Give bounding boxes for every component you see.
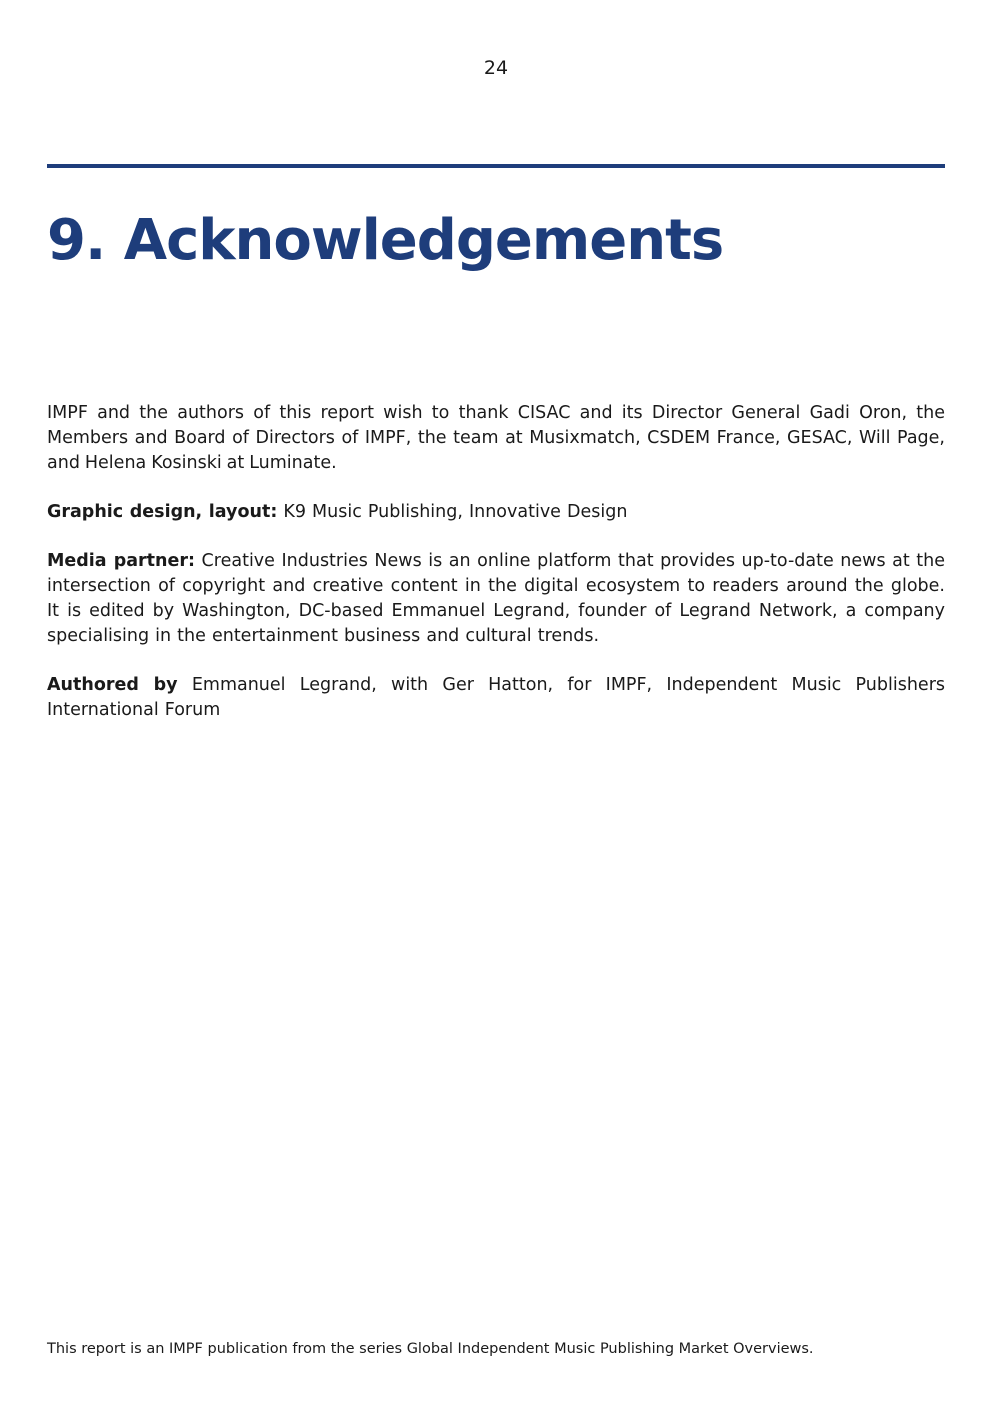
design-credit-paragraph — [47, 500, 945, 525]
media-partner-label: Media partner: — [47, 551, 195, 571]
media-partner-text: Creative Industries News is an online platform that provides up-to-date news at the intersection of copyright and creative content in the digital ecosystem to readers around the globe. It is edited by Washington, DC-based Emmanuel Legrand, founder of Legrand Network, a company specialising in the entertainment business and cultural trends. — [47, 551, 945, 646]
section-title: 9. Acknowledgements — [47, 208, 724, 273]
acknowledgements-body — [47, 401, 945, 747]
media-partner-paragraph — [47, 549, 945, 649]
author-paragraph — [47, 673, 945, 723]
author-text: Emmanuel Legrand, with Ger Hatton, for IMPF, Independent Music Publishers International Forum — [47, 675, 946, 720]
page-number: 24 — [483, 57, 509, 79]
intro-paragraph: IMPF and the authors of this report wish to thank CISAC and its Director General Gadi Oron, the Members and Board of Directors of IMPF, the team at Musixmatch, CSDEM France, GESAC, Will Page, and Helena Kosinski at Luminate. — [47, 403, 945, 473]
author-label: Authored by — [47, 675, 178, 695]
title-divider — [47, 164, 945, 168]
footer-note: This report is an IMPF publication from the series Global Independent Music Publishing Market Overviews. — [47, 1341, 814, 1357]
design-credit-text: K9 Music Publishing, Innovative Design — [277, 502, 628, 522]
design-credit-label: Graphic design, layout: — [47, 502, 278, 522]
